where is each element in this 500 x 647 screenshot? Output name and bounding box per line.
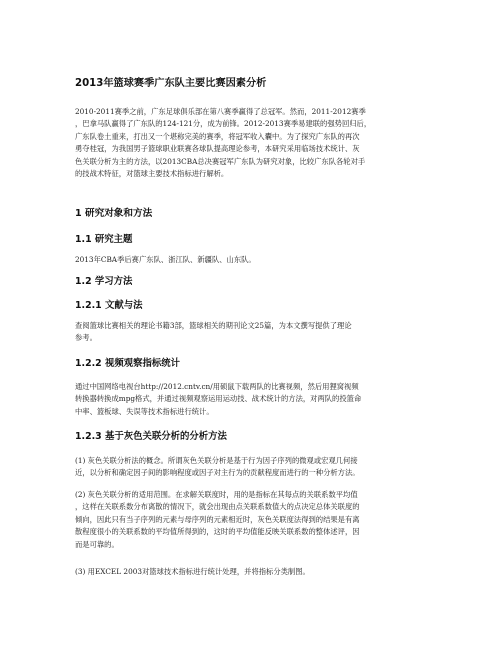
- paragraph-line: (2) 灰色关联分析的适用范围。在求解关联度时，用的是指标在其每点的关联系数平均值: [75, 490, 358, 499]
- paragraph-line: 转换器转换成mpg格式，并通过视频观察运用运动技、战术统计的方法，对两队的投篮命: [75, 394, 362, 404]
- section-1-2-1-heading: 1.2.1 文献与法: [75, 300, 143, 311]
- intro-line: 广东队卷土重来，打出又一个堪称完美的赛季，将冠军收入囊中。为了探究广东队的再次: [75, 131, 360, 141]
- paragraph-line: 而是可靠的。: [75, 539, 119, 549]
- section-1-heading: 1 研究对象和方法: [75, 208, 153, 219]
- paragraph-line: 散程度很小的关联系数的平均值所得到的，这时的平均值能反映关联系数的整体述评，因: [75, 527, 360, 537]
- item-3-text: (3) 用EXCEL 2003对篮球技术指标进行统计处理，并将指标分类制图。: [75, 567, 310, 576]
- section-1-1-heading: 1.1 研究主题: [75, 234, 133, 245]
- paragraph-line: (1) 灰色关联分析法的概念。所谓灰色关联分析是基于行为因子序列的微观或宏观几何接: [75, 456, 358, 465]
- paragraph-line: 参考。: [75, 333, 97, 343]
- section-1-2-1-paragraph: [75, 320, 427, 345]
- section-1-2-2-paragraph: [75, 381, 427, 418]
- paragraph-line: 通过中国网络电视台http://2012.cntv.cn/用硕鼠下载两队的比赛视频，然后用狸窝视频: [75, 382, 359, 391]
- paragraph-line: 近，以分析和确定因子间的影响程度或因子对主行为的贡献程度而进行的一种分析方法。: [75, 468, 360, 478]
- section-1-2-3-heading: 1.2.3 基于灰色关联分析的分析方法: [75, 431, 227, 442]
- section-1-1-text: 2013年CBA季后赛广东队、浙江队、新疆队、山东队。: [75, 255, 256, 264]
- intro-line: 色关联分析为主的方法，以2013CBA总决赛冠军广东队为研究对象，比较广东队各轮对手: [75, 156, 366, 166]
- item-2-paragraph: [75, 489, 427, 551]
- intro-line: 2010-2011赛季之前，广东足球俱乐部在第八赛季赢得了总冠军。然而，2011-2012赛季: [75, 107, 366, 116]
- intro-line: ，巴拿马队赢得了广东队的124-121分，成为前锋。2012-2013赛季易建联的强势回归后，: [75, 119, 372, 129]
- section-1-2-2-heading: 1.2.2 视频观察指标统计: [75, 358, 180, 369]
- item-1-paragraph: [75, 455, 427, 480]
- paragraph-line: ，这样在关联系数分布离散的情况下，就会出现由点关联系数值大的点决定总体关联度的: [75, 502, 360, 512]
- section-1-2-heading: 1.2 学习方法: [75, 276, 133, 287]
- paragraph-line: 查阅篮球比赛相关的理论书籍3部，篮球相关的期刊论文25篇，为本文撰写提供了理论: [75, 321, 352, 330]
- intro-line: 的技战术特征，对篮球主要技术指标进行解析。: [75, 169, 229, 179]
- paper-title: 2013年篮球赛季广东队主要比赛因素分析: [75, 78, 267, 89]
- intro-paragraph: [75, 106, 427, 180]
- intro-line: 勇夺桂冠，为我国男子篮球职业联赛各球队提高理论参考，本研究采用临场技术统计、灰: [75, 144, 360, 154]
- paragraph-line: 倾向，因此只有当子序列的元素与母序列的元素相近时，灰色关联度法得到的结果是有离: [75, 514, 360, 524]
- paragraph-line: 中率、篮板球、失误等技术指标进行统计。: [75, 406, 214, 416]
